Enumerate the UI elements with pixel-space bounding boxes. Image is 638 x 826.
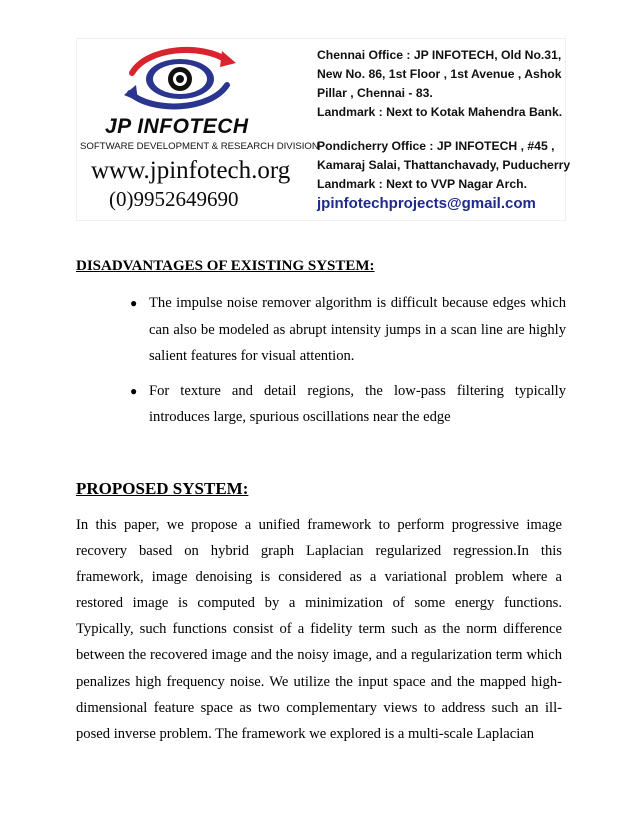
proposed-system-paragraph: In this paper, we propose a unified framework to perform progressive image recovery based on hybrid graph Laplacian regularized regression.In this framework, image denoising is considered as a variational problem where a restored image is computed by a minimization of some energy functions. Typically, such functions consist of a fidelity term such as the norm difference between the recovered image and the noisy image, and a regularization term which penalizes high frequency noise. We utilize the input space and the mapped high-dimensional feature space as two complementary views to address such an ill-posed inverse problem. The framework we explored is a multi-scale Laplacian xyxy=(76,517,562,742)
brand-tagline: SOFTWARE DEVELOPMENT & RESEARCH DIVISION xyxy=(80,141,319,152)
chennai-office-line: Pillar , Chennai - 83. xyxy=(317,86,433,100)
header-banner xyxy=(76,38,571,221)
pondicherry-office-address xyxy=(317,137,570,194)
bullet-text: For texture and detail regions, the low-pass filtering typically introduces large, spurious oscillations near the edge xyxy=(149,382,566,425)
jp-infotech-logo-icon xyxy=(122,43,237,113)
list-item xyxy=(76,378,566,431)
bullet-icon: ● xyxy=(130,296,138,310)
chennai-office-line: Chennai Office : JP INFOTECH, Old No.31, xyxy=(317,48,562,62)
pondicherry-office-line: Landmark : Next to VVP Nagar Arch. xyxy=(317,177,527,191)
brand-name: JP INFOTECH xyxy=(105,115,249,138)
chennai-office-address xyxy=(317,46,562,122)
pondicherry-office-line: Pondicherry Office : JP INFOTECH , #45 , xyxy=(317,139,555,153)
bullet-text: The impulse noise remover algorithm is difficult because edges which can also be modeled as abrupt intensity jumps in a scan line are highly salient features for visual attention. xyxy=(149,295,566,364)
pondicherry-office-line: Kamaraj Salai, Thattanchavady, Puducherry xyxy=(317,158,571,172)
chennai-office-line: Landmark : Next to Kotak Mahendra Bank. xyxy=(317,105,563,119)
list-item xyxy=(76,290,566,370)
disadvantages-list xyxy=(76,290,566,439)
phone-number: (0)9952649690 xyxy=(109,187,239,211)
chennai-office-line: New No. 86, 1st Floor , 1st Avenue , Ashok xyxy=(317,67,562,81)
bullet-icon: ● xyxy=(130,383,138,398)
proposed-system-heading: PROPOSED SYSTEM: xyxy=(76,479,249,498)
contact-email: jpinfotechprojects@gmail.com xyxy=(317,195,536,212)
disadvantages-heading: DISADVANTAGES OF EXISTING SYSTEM: xyxy=(76,258,375,274)
website-text: www.jpinfotech.org xyxy=(91,157,291,184)
